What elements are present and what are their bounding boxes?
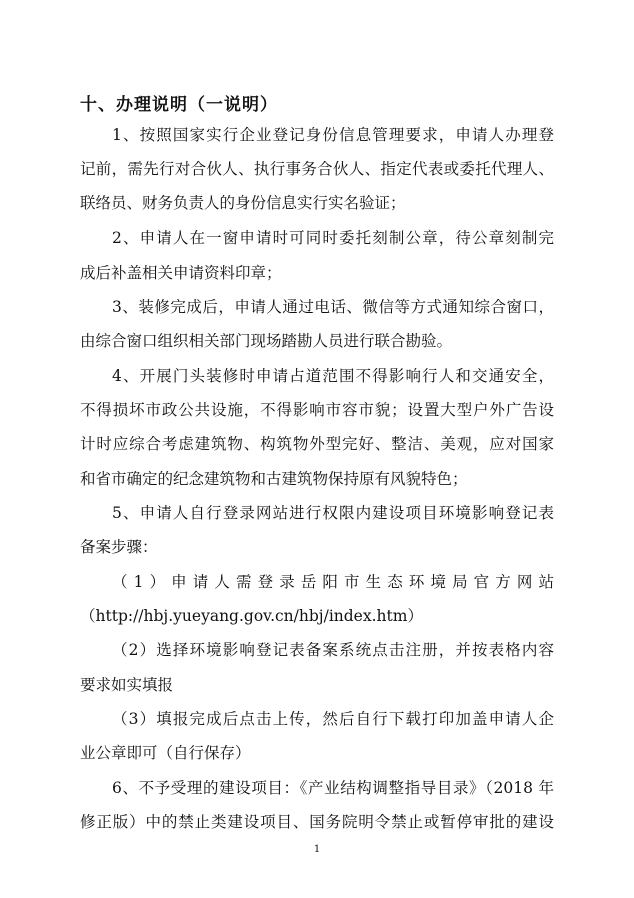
paragraph-line: 5、申请人自行登录网站进行权限内建设项目环境影响登记表 — [112, 504, 554, 522]
paragraph-line: 4、开展门头装修时申请占道范围不得影响行人和交通安全， — [112, 367, 554, 385]
paragraph-line: 6、不予受理的建设项目：《产业结构调整指导目录》（2018 年 — [112, 779, 554, 797]
paragraph-line: 由综合窗口组织相关部门现场踏勘人员进行联合勘验。 — [80, 332, 453, 350]
paragraph-line: 备案步骤： — [80, 538, 158, 556]
paragraph-line: 1、按照国家实行企业登记身份信息管理要求，申请人办理登 — [112, 126, 554, 144]
paragraph-line: 要求如实填报 — [80, 676, 174, 694]
paragraph-line: 2、申请人在一窗申请时可同时委托刻制公章，待公章刻制完 — [112, 229, 554, 247]
paragraph-line: 和省市确定的纪念建筑物和古建筑物保持原有风貌特色； — [80, 470, 468, 488]
paragraph-line: 记前，需先行对合伙人、执行事务合伙人、指定代表或委托代理人、 — [80, 160, 554, 178]
paragraph-line: 修正版）中的禁止类建设项目、国务院明令禁止或暂停审批的建设 — [80, 813, 554, 831]
url-line: （http://hbj.yueyang.gov.cn/hbj/index.htm） — [80, 607, 423, 625]
paragraph-line: 不得损坏市政公共设施，不得影响市容市貌；设置大型户外广告设 — [80, 401, 554, 419]
paragraph-line: （2）选择环境影响登记表备案系统点击注册，并按表格内容 — [112, 641, 554, 659]
paragraph-line: 联络员、财务负责人的身份信息实行实名验证； — [80, 194, 406, 212]
paragraph-line: 3、装修完成后，申请人通过电话、微信等方式通知综合窗口， — [112, 298, 554, 316]
paragraph-line: （3）填报完成后点击上传，然后自行下载打印加盖申请人企 — [112, 710, 554, 728]
paragraph-line: 业公章即可（自行保存） — [80, 744, 251, 762]
page-number: 1 — [313, 844, 321, 855]
paragraph-line: 计时应综合考虑建筑物、构筑物外型完好、整洁、美观，应对国家 — [80, 435, 554, 453]
paragraph-line: 成后补盖相关申请资料印章； — [80, 264, 282, 282]
paragraph-line: （1）申请人需登录岳阳市生态环境局官方网站 — [112, 573, 554, 591]
section-heading: 十、办理说明（一说明） — [80, 95, 278, 115]
